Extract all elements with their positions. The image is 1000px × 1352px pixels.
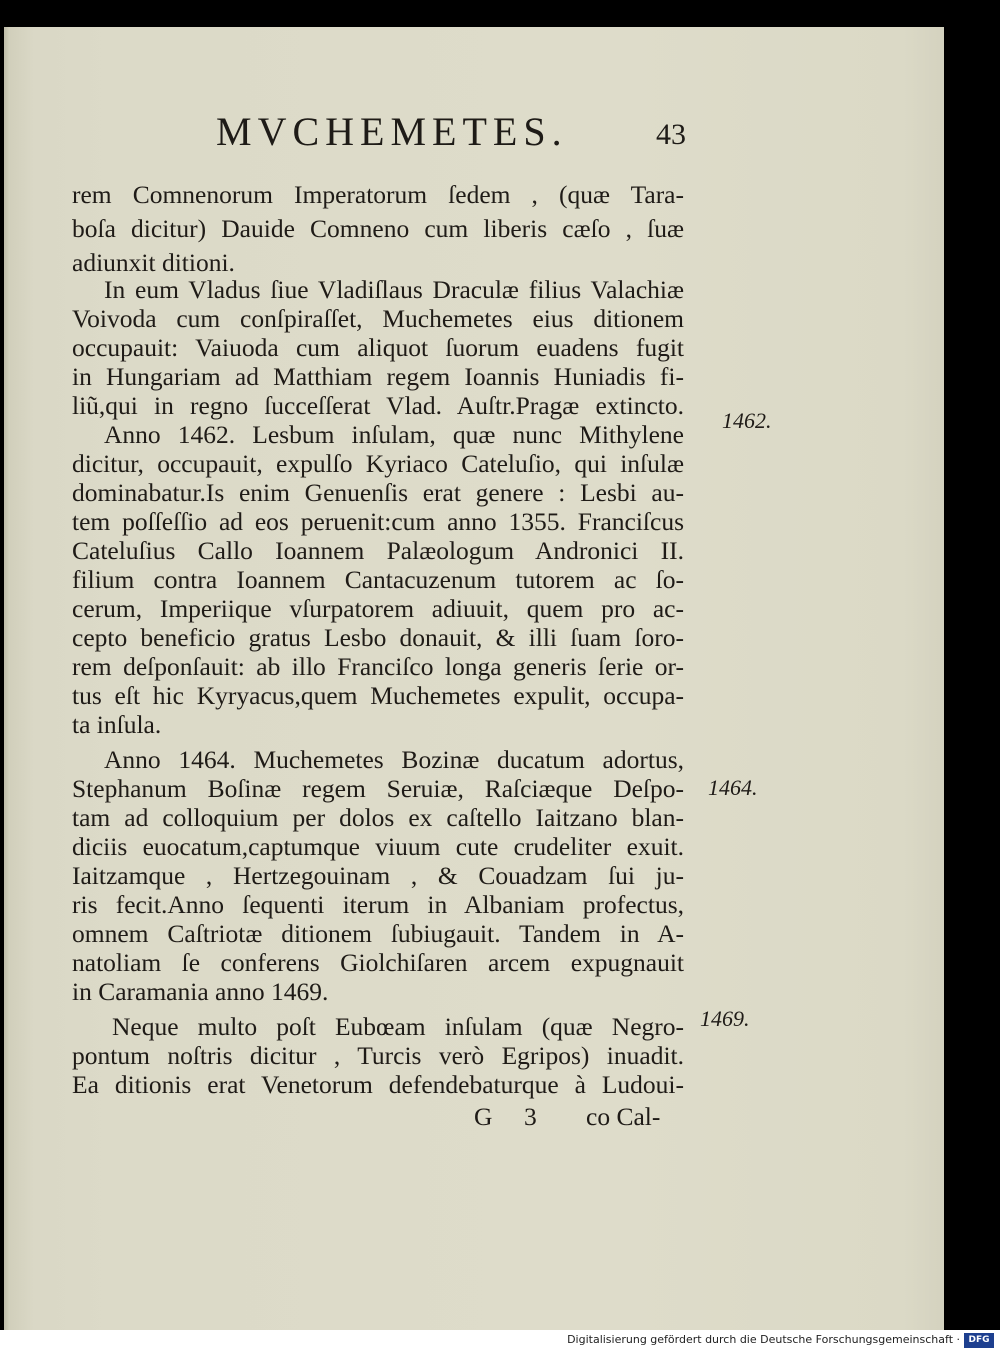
- text-line: diciis euocatum,captumque viuum cute crudeliter exuit.: [72, 832, 684, 861]
- paragraph-start-line: Anno 1462. Lesbum inſulam, quæ nunc Mithylene: [104, 420, 684, 449]
- margin-date: 1462.: [722, 408, 772, 433]
- text-line: adiunxit ditioni.: [72, 248, 235, 277]
- text-line: Ea ditionis erat Venetorum defendebaturque à Ludoui-: [72, 1070, 684, 1099]
- text-line: filium contra Ioannem Cantacuzenum tutorem ac ſo-: [72, 565, 684, 594]
- text-line: pontum noſtris dicitur , Turcis verò Egripos) inuadit.: [72, 1041, 684, 1070]
- text-line: in Hungariam ad Matthiam regem Ioannis Huniadis fi-: [72, 362, 684, 391]
- text-line: rem deſponſauit: ab illo Franciſco longa generis ſerie or-: [72, 652, 684, 681]
- signature-mark: G: [474, 1102, 493, 1131]
- text-line: rem Comnenorum Imperatorum ſedem , (quæ Tara-: [72, 180, 684, 209]
- text-line: Cateluſius Callo Ioannem Palæologum Andronici II.: [72, 536, 684, 565]
- text-line: ris fecit.Anno ſequenti iterum in Albaniam profectus,: [72, 890, 684, 919]
- margin-date: 1464.: [708, 775, 758, 800]
- dfg-logo: DFG: [964, 1333, 994, 1348]
- text-line: in Caramania anno 1469.: [72, 977, 329, 1006]
- paragraph-start-line: In eum Vladus ſiue Vladiſlaus Draculæ filius Valachiæ: [104, 275, 684, 304]
- text-line: cerum, Imperiique vſurpatorem adiuuit, quem pro ac-: [72, 594, 684, 623]
- catchword: co Cal-: [586, 1102, 661, 1131]
- text-line: tam ad colloquium per dolos ex caſtello Iaitzano blan-: [72, 803, 684, 832]
- text-line: tus eſt hic Kyryacus,quem Muchemetes expulit, occupa-: [72, 681, 684, 710]
- footer-bar: [0, 1330, 1000, 1352]
- running-head: MVCHEMETES.: [216, 109, 568, 154]
- paragraph-start-line: Anno 1464. Muchemetes Bozinæ ducatum adortus,: [104, 745, 684, 774]
- text-line: tem poſſeſſio ad eos peruenit:cum anno 1355. Franciſcus: [72, 507, 684, 536]
- text-line: cepto beneficio gratus Lesbo donauit, & illi ſuam ſoro-: [72, 623, 684, 652]
- text-line: natoliam ſe conferens Giolchiſaren arcem expugnauit: [72, 948, 684, 977]
- text-line: Voivoda cum conſpiraſſet, Muchemetes eius ditionem: [72, 304, 684, 333]
- paragraph-start-line: Neque multo poſt Eubœam inſulam (quæ Negro-: [112, 1012, 684, 1041]
- footer-credit: Digitalisierung gefördert durch die Deutsche Forschungsgemeinschaft ·: [567, 1333, 960, 1346]
- text-line: omnem Caſtriotæ ditionem ſubiugauit. Tandem in A-: [72, 919, 684, 948]
- text-line: liũ,qui in regno ſucceſſerat Vlad. Auſtr.Pragæ extinctο.: [72, 391, 684, 420]
- text-line: boſa dicitur) Dauide Comneno cum liberis cæſo , ſuæ: [72, 214, 684, 243]
- text-line: Iaitzamque , Hertzegouinam , & Couadzam ſui ju-: [72, 861, 684, 890]
- text-line: dicitur, occupauit, expulſo Kyriaco Cateluſio, qui inſulæ: [72, 449, 684, 478]
- text-line: ta inſula.: [72, 710, 162, 739]
- text-line: dominabatur.Is enim Genuenſis erat genere : Lesbi au-: [72, 478, 684, 507]
- text-line: Stephanum Boſinæ regem Seruiæ, Raſciæque Deſpo-: [72, 774, 684, 803]
- page-edge: [4, 27, 10, 1330]
- signature-number: 3: [524, 1102, 537, 1131]
- page-number: 43: [656, 118, 686, 151]
- margin-date: 1469.: [700, 1006, 750, 1031]
- text-line: occupauit: Vaiuoda cum aliquot ſuorum euadens fugit: [72, 333, 684, 362]
